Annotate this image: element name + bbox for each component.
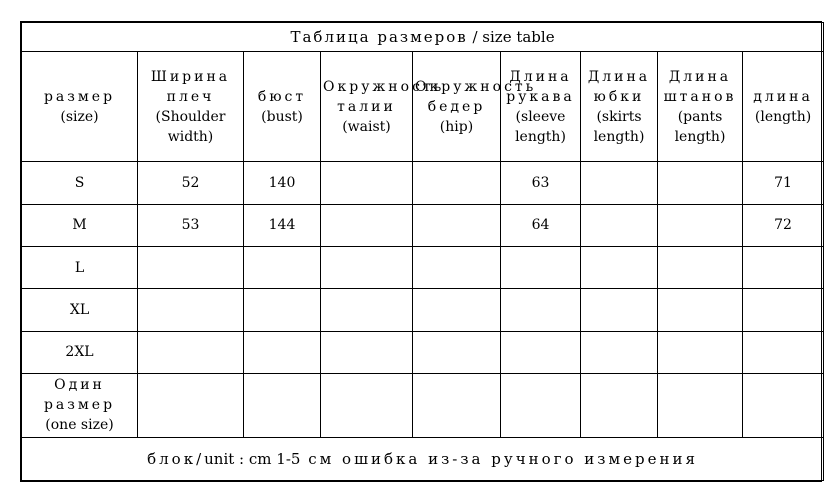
column-header-ru: бюст — [257, 88, 307, 105]
measurement-cell — [138, 246, 244, 288]
measurement-cell — [321, 246, 413, 288]
measurement-cell — [138, 331, 244, 373]
size-cell — [22, 162, 138, 204]
measurement-cell — [501, 246, 581, 288]
column-header-en: (bust) — [261, 108, 303, 125]
size-cell — [22, 331, 138, 373]
column-header-ru: длина — [753, 88, 813, 105]
measurement-cell — [321, 331, 413, 373]
column-header-en: (size) — [60, 108, 99, 125]
measurement-cell — [413, 204, 501, 246]
size-table-sheet — [20, 21, 822, 482]
measurement-cell — [658, 246, 743, 288]
column-header-en: (skirts length) — [593, 108, 645, 145]
column-header-en: (length) — [754, 108, 812, 125]
table-row — [22, 162, 824, 204]
footer-ru2: см ошибка из-за ручного измерения — [300, 449, 698, 468]
footer-en1: unit : cm 1-5 — [204, 449, 301, 468]
column-header-ru: Окружность бедер — [415, 78, 537, 115]
measurement-cell: 52 — [138, 162, 244, 204]
measurement-cell — [658, 204, 743, 246]
measurement-cell — [501, 289, 581, 331]
column-header — [413, 52, 537, 162]
measurement-cell — [581, 289, 658, 331]
measurement-cell — [658, 374, 743, 438]
table-row — [22, 246, 824, 288]
column-header-ru: размер — [43, 88, 116, 105]
measurement-cell: 64 — [501, 204, 581, 246]
column-header-ru: Длина юбки — [587, 68, 651, 105]
measurement-cell — [244, 331, 321, 373]
column-header-en: (Shoulder width) — [155, 108, 226, 145]
column-header — [138, 52, 244, 162]
size-cell — [22, 204, 138, 246]
footer-ru1: блок/ — [147, 449, 205, 468]
measurement-cell — [244, 246, 321, 288]
measurement-cell: 53 — [138, 204, 244, 246]
column-header-en: (hip) — [439, 118, 474, 135]
size-table — [21, 22, 824, 481]
measurement-cell — [321, 204, 413, 246]
measurement-cell — [244, 374, 321, 438]
measurement-cell — [743, 289, 824, 331]
column-header — [244, 52, 321, 162]
size-cell — [22, 246, 138, 288]
table-row — [22, 289, 824, 331]
measurement-cell — [138, 374, 244, 438]
column-header-en: (waist) — [342, 118, 391, 135]
measurement-cell — [138, 289, 244, 331]
measurement-cell — [501, 374, 581, 438]
column-header — [581, 52, 658, 162]
measurement-cell — [321, 374, 413, 438]
size-label: XL — [69, 301, 90, 318]
column-header — [22, 52, 138, 162]
header-row — [22, 52, 824, 162]
table-row — [22, 331, 824, 373]
measurement-cell — [321, 289, 413, 331]
size-label: L — [74, 259, 85, 276]
column-header — [321, 52, 445, 162]
measurement-cell — [743, 331, 824, 373]
column-header-ru: Ширина плеч — [150, 68, 231, 105]
measurement-cell — [581, 204, 658, 246]
column-header-ru: Длина рукава — [506, 68, 575, 105]
size-cell — [22, 289, 138, 331]
size-label: S — [74, 174, 85, 191]
column-header-ru: Окружность талии — [323, 78, 445, 115]
measurement-cell — [581, 246, 658, 288]
measurement-cell — [321, 162, 413, 204]
measurement-cell — [581, 162, 658, 204]
measurement-cell — [413, 289, 501, 331]
size-label: 2XL — [65, 344, 94, 361]
size-label: Один размер — [43, 377, 116, 414]
measurement-cell — [743, 246, 824, 288]
measurement-cell — [658, 162, 743, 204]
measurement-cell: 63 — [501, 162, 581, 204]
measurement-cell — [244, 289, 321, 331]
measurement-cell: 72 — [743, 204, 824, 246]
measurement-cell — [658, 331, 743, 373]
measurement-cell — [581, 331, 658, 373]
table-row — [22, 204, 824, 246]
measurement-cell — [413, 246, 501, 288]
measurement-cell — [413, 331, 501, 373]
table-title — [22, 23, 824, 52]
size-cell — [22, 374, 138, 438]
measurement-cell — [413, 162, 501, 204]
measurement-cell — [743, 374, 824, 438]
table-title-ru: Таблица размеров — [290, 28, 468, 47]
table-row — [22, 374, 824, 438]
size-label: M — [72, 217, 87, 234]
table-title-sep: / — [467, 28, 483, 47]
table-footer-note — [22, 437, 824, 480]
column-header — [501, 52, 581, 162]
column-header-ru: Длина штанов — [663, 68, 737, 105]
column-header — [658, 52, 743, 162]
measurement-cell — [658, 289, 743, 331]
measurement-cell: 144 — [244, 204, 321, 246]
size-label-en: (one size) — [45, 417, 114, 434]
measurement-cell — [413, 374, 501, 438]
measurement-cell: 140 — [244, 162, 321, 204]
measurement-cell: 71 — [743, 162, 824, 204]
measurement-cell — [501, 331, 581, 373]
table-title-en: size table — [482, 28, 555, 47]
column-header-en: (sleeve length) — [515, 108, 566, 145]
measurement-cell — [581, 374, 658, 438]
column-header-en: (pants length) — [674, 108, 726, 145]
column-header — [743, 52, 824, 162]
